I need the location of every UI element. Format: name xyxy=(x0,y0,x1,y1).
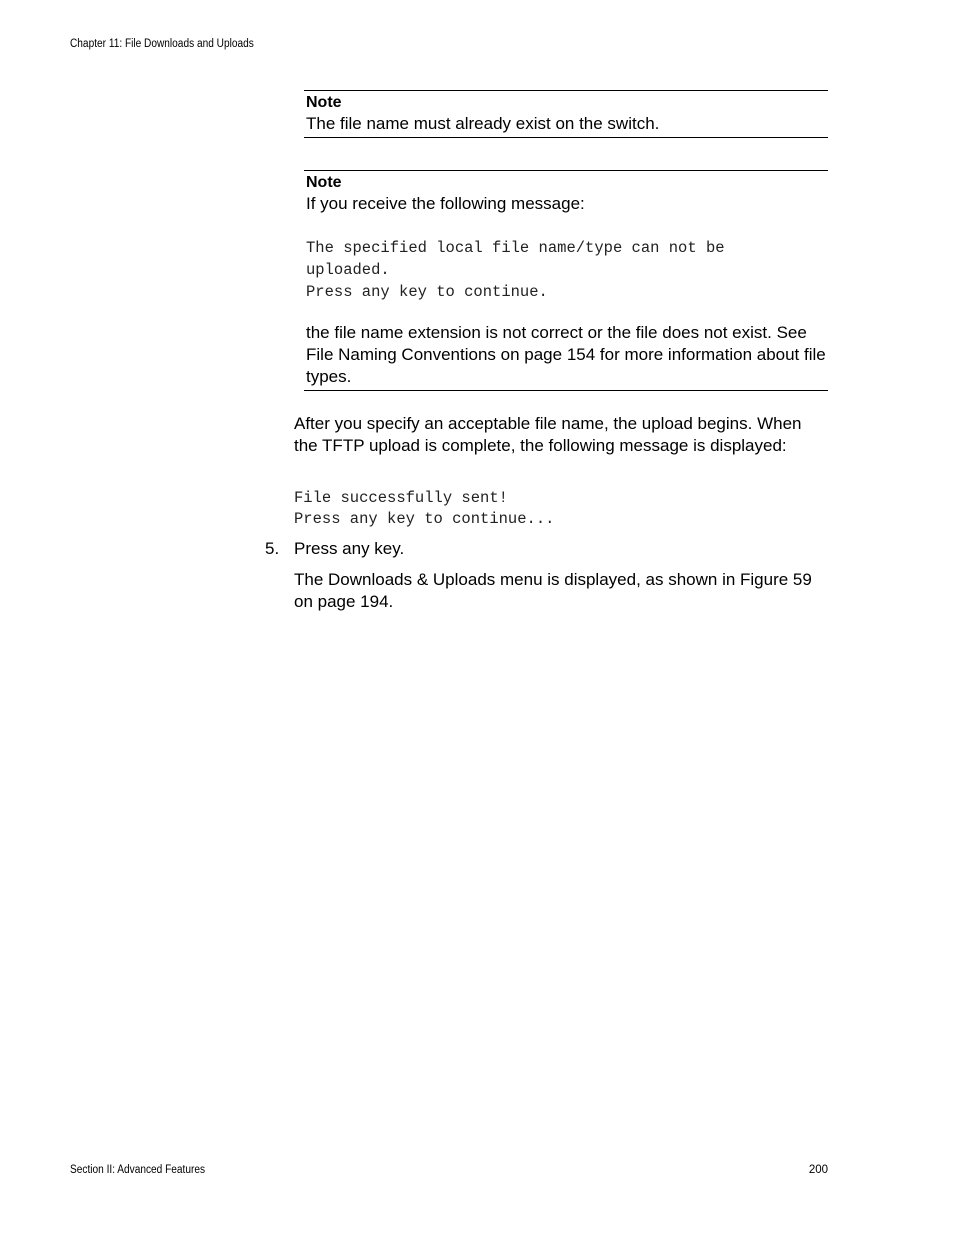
note-box-1 xyxy=(304,90,828,138)
note-intro: If you receive the following message: xyxy=(306,194,585,213)
note-title: Note xyxy=(306,94,342,111)
footer-section: Section II: Advanced Features xyxy=(70,1164,206,1176)
note-followup-text: the file name extension is not correct or the file does not exist. See File Naming Conventions on page 154 for more information about file types. xyxy=(306,323,826,386)
note-text: The file name must already exist on the switch. xyxy=(306,114,660,133)
step-number: 5. xyxy=(265,539,280,558)
success-message-code: File successfully sent! Press any key to continue... xyxy=(294,489,555,528)
note-box-2 xyxy=(304,170,828,391)
step-5 xyxy=(265,538,404,560)
page-number: 200 xyxy=(808,1164,828,1176)
error-message-code: The specified local file name/type can not be uploaded. Press any key to continue. xyxy=(306,239,725,301)
step-text: Press any key. xyxy=(294,539,405,558)
running-header: Chapter 11: File Downloads and Uploads xyxy=(70,38,254,50)
result-paragraph: The Downloads & Uploads menu is displayed, as shown in Figure 59 on page 194. xyxy=(294,570,812,611)
note-title: Note xyxy=(306,174,342,191)
upload-complete-paragraph: After you specify an acceptable file name, the upload begins. When the TFTP upload is complete, the following message is displayed: xyxy=(294,414,802,455)
